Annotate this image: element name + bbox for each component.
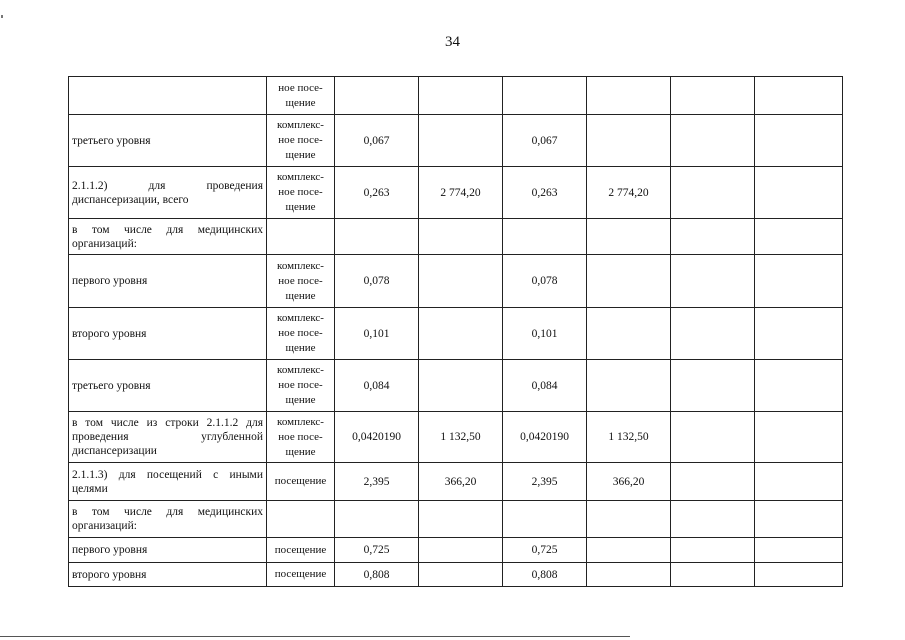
table-row: [69, 308, 843, 360]
value-cell: 0,808: [335, 563, 419, 587]
value-cell: 2,395: [335, 463, 419, 501]
value-cell: 0,084: [503, 360, 587, 412]
table-row: [69, 538, 843, 563]
value-cell: [671, 167, 755, 219]
value-cell: [671, 115, 755, 167]
row-name-cell: в том числе для медицинских организаций:: [69, 219, 267, 255]
value-cell: [755, 255, 843, 308]
value-cell: [671, 255, 755, 308]
value-cell: [419, 115, 503, 167]
row-name-cell: 2.1.1.3) для посещений с иными целями: [69, 463, 267, 501]
value-cell: [755, 308, 843, 360]
table-row: [69, 360, 843, 412]
row-unit-cell: комплекс- ное посе- щение: [267, 167, 335, 219]
value-cell: 366,20: [587, 463, 671, 501]
row-name-cell: третьего уровня: [69, 360, 267, 412]
table-row: [69, 77, 843, 115]
value-cell: 1 132,50: [587, 412, 671, 463]
value-cell: [671, 538, 755, 563]
value-cell: [335, 77, 419, 115]
row-unit-cell: [267, 219, 335, 255]
table-row: [69, 563, 843, 587]
value-cell: [671, 77, 755, 115]
value-cell: 0,067: [335, 115, 419, 167]
row-name-cell: в том числе для медицинских организаций:: [69, 501, 267, 538]
value-cell: [419, 563, 503, 587]
value-cell: [503, 77, 587, 115]
value-cell: 0,101: [335, 308, 419, 360]
value-cell: 0,101: [503, 308, 587, 360]
value-cell: 0,263: [335, 167, 419, 219]
value-cell: 2 774,20: [419, 167, 503, 219]
value-cell: [755, 77, 843, 115]
value-cell: [671, 360, 755, 412]
value-cell: 2 774,20: [587, 167, 671, 219]
bottom-divider: [0, 636, 630, 637]
value-cell: [755, 563, 843, 587]
row-unit-cell: комплекс- ное посе- щение: [267, 115, 335, 167]
value-cell: [419, 538, 503, 563]
row-unit-cell: посещение: [267, 563, 335, 587]
value-cell: [671, 219, 755, 255]
value-cell: [419, 360, 503, 412]
value-cell: 0,808: [503, 563, 587, 587]
page-number: 34: [445, 34, 460, 50]
value-cell: [419, 219, 503, 255]
row-name-cell: второго уровня: [69, 308, 267, 360]
value-cell: 366,20: [419, 463, 503, 501]
value-cell: [419, 255, 503, 308]
value-cell: [755, 360, 843, 412]
row-unit-cell: [267, 501, 335, 538]
value-cell: 2,395: [503, 463, 587, 501]
row-name-cell: второго уровня: [69, 563, 267, 587]
value-cell: [503, 501, 587, 538]
value-cell: [587, 308, 671, 360]
row-unit-cell: комплекс- ное посе- щение: [267, 412, 335, 463]
value-cell: 0,263: [503, 167, 587, 219]
value-cell: [755, 501, 843, 538]
row-name-cell: 2.1.1.2) для проведения диспансеризации, всего: [69, 167, 267, 219]
value-cell: 0,725: [335, 538, 419, 563]
row-name-cell: первого уровня: [69, 538, 267, 563]
value-cell: [587, 219, 671, 255]
value-cell: [755, 412, 843, 463]
value-cell: [671, 563, 755, 587]
value-cell: 0,078: [503, 255, 587, 308]
value-cell: 0,084: [335, 360, 419, 412]
value-cell: [503, 219, 587, 255]
table-row: [69, 412, 843, 463]
row-unit-cell: посещение: [267, 463, 335, 501]
row-unit-cell: комплекс- ное посе- щение: [267, 308, 335, 360]
row-unit-cell: комплекс- ное посе- щение: [267, 360, 335, 412]
value-cell: [587, 501, 671, 538]
data-table: [68, 76, 843, 587]
row-name-cell: в том числе из строки 2.1.1.2 для проведения углубленной диспансеризации: [69, 412, 267, 463]
value-cell: [671, 501, 755, 538]
table-row: [69, 219, 843, 255]
value-cell: [335, 219, 419, 255]
value-cell: [755, 115, 843, 167]
value-cell: [755, 167, 843, 219]
table-row: [69, 501, 843, 538]
row-name-cell: первого уровня: [69, 255, 267, 308]
value-cell: [671, 412, 755, 463]
value-cell: [587, 255, 671, 308]
value-cell: [419, 77, 503, 115]
value-cell: [587, 360, 671, 412]
value-cell: [755, 219, 843, 255]
value-cell: [755, 538, 843, 563]
value-cell: 0,0420190: [503, 412, 587, 463]
value-cell: 0,0420190: [335, 412, 419, 463]
row-unit-cell: посещение: [267, 538, 335, 563]
table-row: [69, 167, 843, 219]
value-cell: 0,067: [503, 115, 587, 167]
table-row: [69, 463, 843, 501]
value-cell: [587, 77, 671, 115]
value-cell: [671, 463, 755, 501]
table-row: [69, 115, 843, 167]
value-cell: 1 132,50: [419, 412, 503, 463]
row-name-cell: [69, 77, 267, 115]
row-name-cell: третьего уровня: [69, 115, 267, 167]
row-unit-cell: ное посе- щение: [267, 77, 335, 115]
row-unit-cell: комплекс- ное посе- щение: [267, 255, 335, 308]
value-cell: [587, 538, 671, 563]
value-cell: [335, 501, 419, 538]
value-cell: [587, 563, 671, 587]
scan-artifact: [1, 15, 3, 18]
value-cell: 0,078: [335, 255, 419, 308]
value-cell: [419, 501, 503, 538]
value-cell: [419, 308, 503, 360]
value-cell: [755, 463, 843, 501]
table-row: [69, 255, 843, 308]
value-cell: [587, 115, 671, 167]
value-cell: [671, 308, 755, 360]
value-cell: 0,725: [503, 538, 587, 563]
